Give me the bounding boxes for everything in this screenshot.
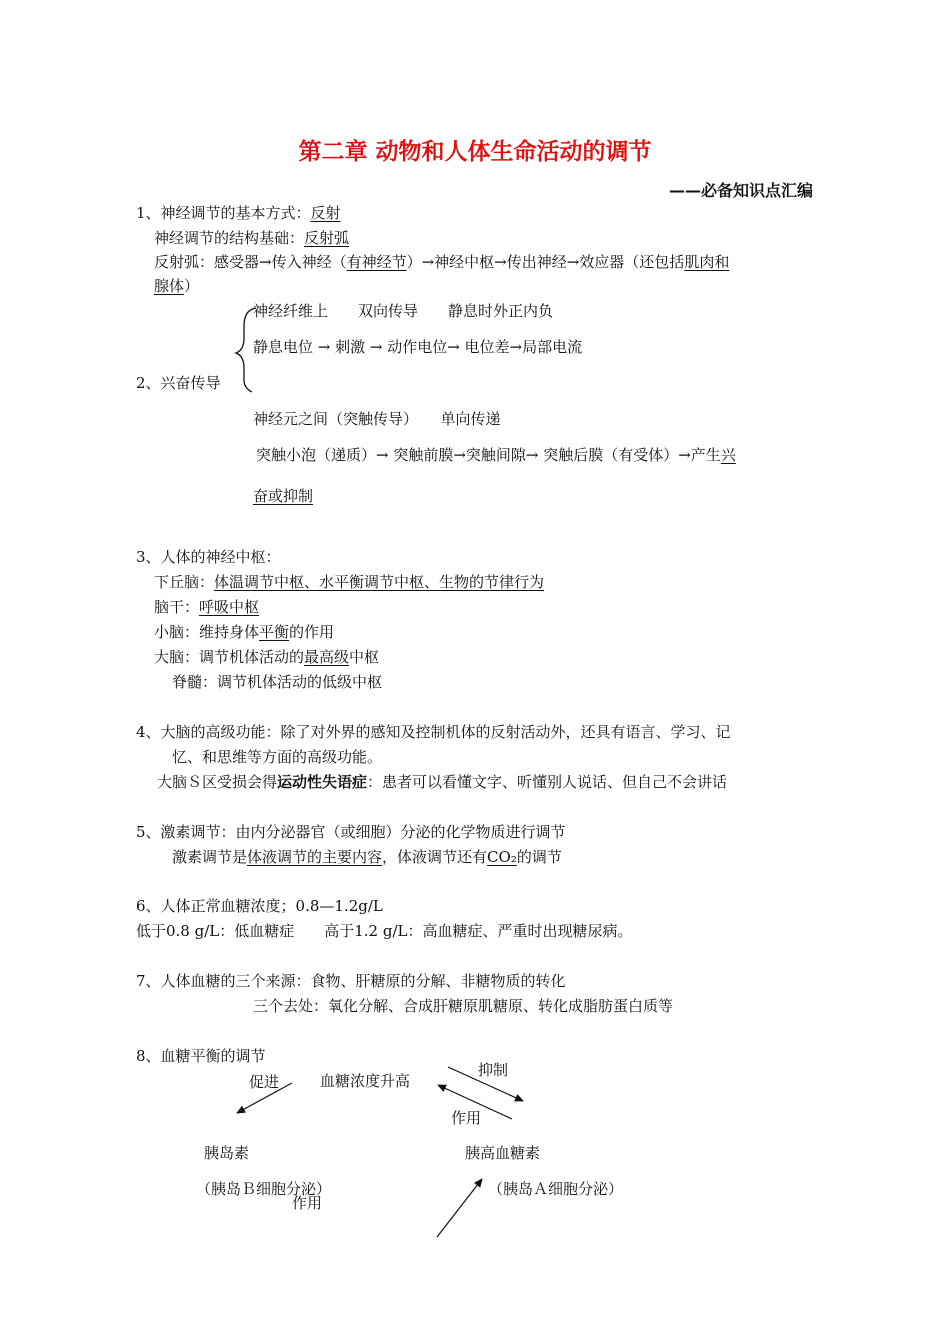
s2-synapse-line: 神经元之间（突触传导） 单向传递 (253, 410, 501, 428)
s6-line1: 6、人体正常血糖浓度；0.8—1.2g/L (136, 897, 383, 915)
diagram-glucagon: 胰高血糖素 (465, 1144, 541, 1162)
diagram-inhibit-label: 抑制 (478, 1061, 509, 1079)
s3-heading: 3、人体的神经中枢： (136, 548, 281, 566)
document-subtitle: ——必备知识点汇编 (668, 181, 813, 200)
arrow-effect-lower (437, 1179, 482, 1237)
s2-synapse-chain-cont: 奋或抑制 (253, 487, 314, 505)
diagram-glucose-rise: 血糖浓度升高 (320, 1072, 411, 1090)
s1-line2: 神经调节的结构基础：反射弧 (154, 229, 350, 247)
s1-line1: 1、神经调节的基本方式：反射 (136, 204, 341, 222)
s3-spinal-cord: 脊髓：调节机体活动的低级中枢 (172, 673, 383, 691)
s4-line3: 大脑Ｓ区受损会得运动性失语症：患者可以看懂文字、听懂别人说话、但自己不会讲话 (157, 773, 728, 791)
diagram-effect-label-1: 作用 (451, 1109, 482, 1127)
s3-hypothalamus: 下丘脑：体温调节中枢、水平衡调节中枢、生物的节律行为 (154, 573, 545, 591)
diagram-alpha-cell-note: （胰岛Ａ细胞分泌） (488, 1180, 624, 1198)
s5-line1: 5、激素调节：由内分泌器官（或细胞）分泌的化学物质进行调节 (136, 823, 566, 841)
diagram-beta-cell-note: （胰岛Ｂ细胞分泌） (196, 1180, 332, 1198)
s2-fiber-line: 神经纤维上 双向传导 静息时外正内负 (253, 302, 554, 320)
diagram-effect-label-2: 作用 (292, 1194, 323, 1212)
s7-line2: 三个去处：氧化分解、合成肝糖原肌糖原、转化成脂肪蛋白质等 (253, 997, 674, 1015)
section2-brace (236, 308, 256, 392)
s8-heading: 8、血糖平衡的调节 (136, 1047, 266, 1065)
s2-fiber-chain: 静息电位 → 刺激 → 动作电位→ 电位差→局部电流 (253, 338, 583, 356)
s7-line1: 7、人体血糖的三个来源：食物、肝糖原的分解、非糖物质的转化 (136, 972, 566, 990)
s5-line2: 激素调节是体液调节的主要内容，体液调节还有CO₂的调节 (172, 848, 562, 866)
s4-line1: 4、大脑的高级功能：除了对外界的感知及控制机体的反射活动外，还具有语言、学习、记 (136, 723, 731, 741)
diagram-promote-label: 促进 (249, 1073, 280, 1091)
s3-cerebellum: 小脑：维持身体平衡的作用 (154, 623, 335, 641)
s1-line4: 腺体） (154, 277, 200, 295)
diagram-insulin: 胰岛素 (204, 1144, 250, 1162)
s2-label: 2、兴奋传导 (136, 374, 221, 392)
s2-synapse-chain: 突触小泡（递质）→ 突触前膜→突触间隙→ 突触后膜（有受体）→产生兴 (256, 446, 736, 464)
s6-line2: 低于0.8 g/L：低血糖症 高于1.2 g/L：高血糖症、严重时出现糖尿病。 (136, 922, 633, 940)
s4-line2: 忆、和思维等方面的高级功能。 (172, 748, 383, 766)
arrow-effect-upper (438, 1085, 512, 1119)
s1-line3: 反射弧：感受器→传入神经（有神经节）→神经中枢→传出神经→效应器（还包括肌肉和 (154, 253, 730, 271)
s3-cerebrum: 大脑：调节机体活动的最高级中枢 (154, 648, 380, 666)
s3-brainstem: 脑干：呼吸中枢 (154, 598, 260, 616)
arrow-inhibit (448, 1067, 523, 1101)
document-title: 第二章 动物和人体生命活动的调节 (298, 139, 652, 165)
arrow-promote (237, 1083, 292, 1113)
